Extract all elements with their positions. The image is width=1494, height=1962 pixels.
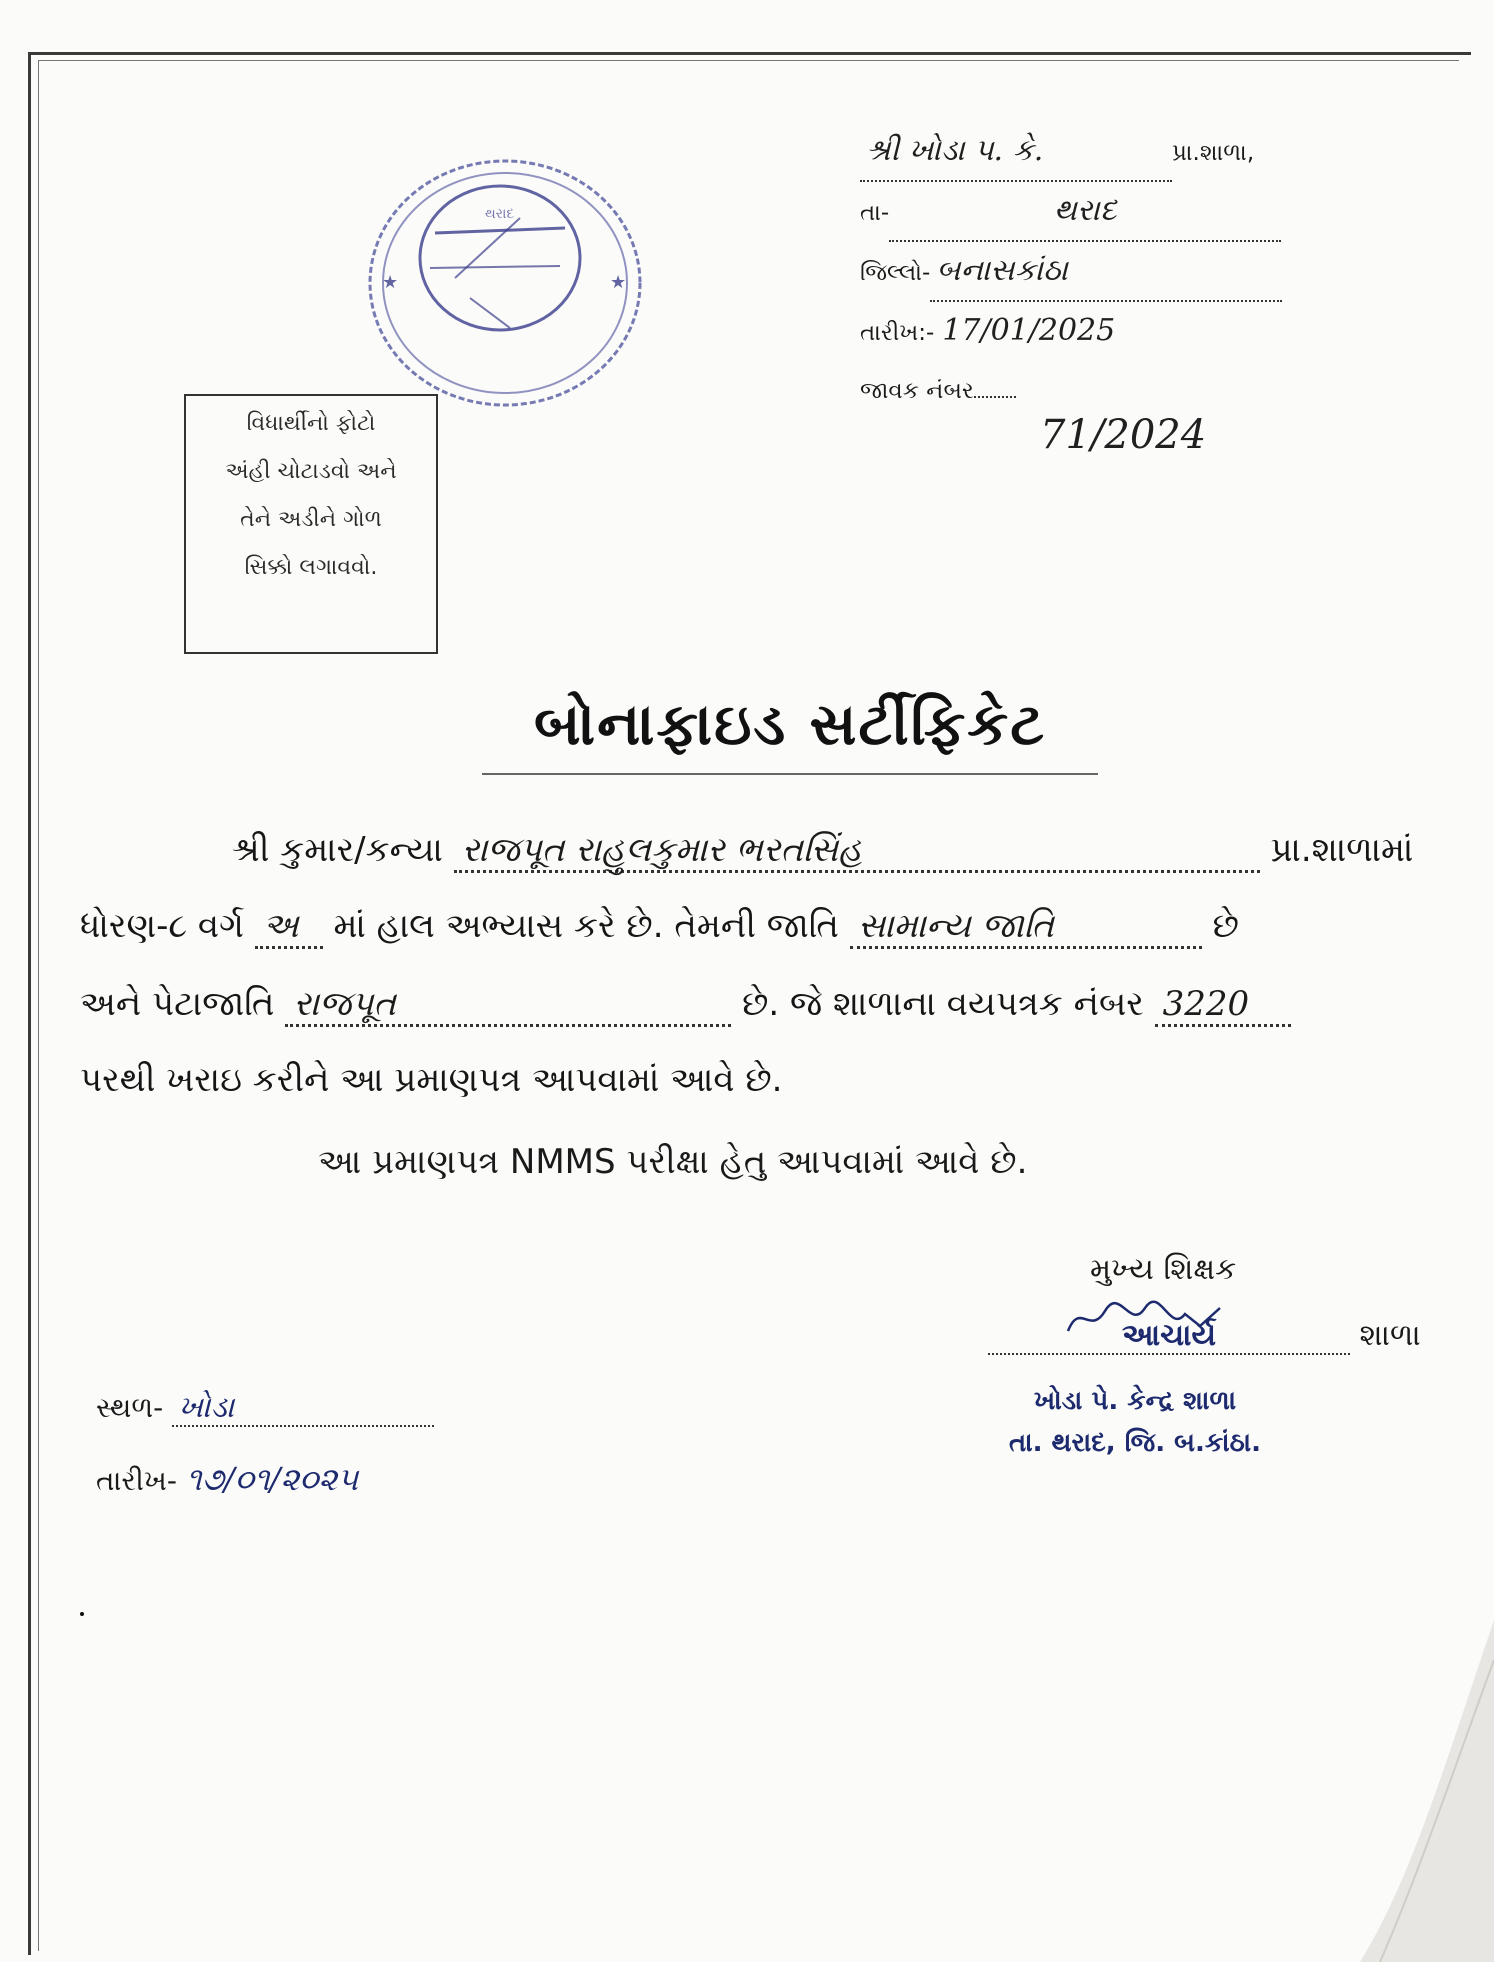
- place-row: [96, 1390, 434, 1427]
- photo-box-line-3: તેને અડીને ગોળ: [240, 507, 382, 532]
- inward-dots: [974, 396, 1016, 398]
- school-type-suffix: પ્રા.શાળામાં: [1270, 830, 1414, 870]
- title-underline: [482, 773, 1098, 775]
- taluka-value: થરાદ: [889, 182, 1281, 242]
- school-stamp: [980, 1380, 1290, 1464]
- caste-suffix: છે: [1212, 906, 1239, 946]
- svg-text:★: ★: [610, 272, 627, 293]
- school-name-value: શ્રી ખોડા પ. કે.: [860, 122, 1172, 182]
- register-label: છે. જે શાળાના વયપત્રક નંબર: [742, 984, 1144, 1024]
- inward-value: 71/2024: [1040, 412, 1207, 458]
- photo-box-line-1: વિધાર્થીનો ફોટો: [246, 411, 376, 436]
- headmaster-title: મુખ્ય શિક્ષક: [1090, 1252, 1237, 1287]
- body-line-4: પરથી ખરાઇ કરીને આ પ્રમાણપત્ર આપવામાં આવે છે.: [80, 1060, 783, 1100]
- header-date-value: 17/01/2025: [942, 313, 1116, 348]
- school-name-suffix: પ્રા.શાળા,: [1172, 140, 1255, 166]
- taluka-label: તા-: [860, 200, 890, 226]
- place-label: સ્થળ-: [96, 1391, 164, 1424]
- school-suffix: શાળા: [1359, 1318, 1421, 1353]
- purpose-statement: આ પ્રમાણપત્ર NMMS પરીક્ષા હેતુ આપવામાં આવે છે.: [318, 1142, 1028, 1182]
- footer-date-value: ૧૭/૦૧/૨૦૨૫: [185, 1460, 359, 1498]
- school-header-block: [860, 122, 1420, 464]
- photo-placeholder-box: [184, 394, 438, 654]
- stray-dot: [80, 1612, 84, 1616]
- district-value: બનાસકાંઠા: [930, 242, 1282, 302]
- body-line-2: [80, 906, 1480, 949]
- headmaster-school-line: [988, 1318, 1421, 1355]
- register-number-value: 3220: [1155, 984, 1291, 1027]
- photo-box-line-2: અંહી ચોટાડવો અને: [225, 459, 397, 484]
- body-line-1: [232, 830, 1494, 873]
- date-row: [860, 302, 1420, 362]
- svg-text:★: ★: [382, 272, 399, 293]
- class-division-value: અ: [255, 906, 323, 949]
- student-label: શ્રી કુમાર/કન્યા: [232, 830, 443, 870]
- footer-date-label: તારીખ-: [96, 1464, 178, 1497]
- subcaste-label: અને પેટાજાતિ: [80, 984, 275, 1024]
- caste-value: સામાન્ય જાતિ: [850, 906, 1202, 949]
- class-label: ધોરણ-૮ વર્ગ: [80, 906, 244, 946]
- paper-fold-shadow: [1320, 1620, 1494, 1962]
- caste-label: માં હાલ અભ્યાસ કરે છે. તેમની જાતિ: [333, 906, 839, 946]
- svg-text:થરાદ: થરાદ: [485, 206, 515, 222]
- header-date-label: તારીખ:-: [860, 320, 935, 346]
- district-label: જિલ્લો-: [860, 260, 931, 286]
- school-seal-icon: [360, 148, 650, 418]
- place-value: ખોડા: [172, 1390, 434, 1427]
- footer-date-row: [96, 1460, 358, 1499]
- school-name-row: [860, 122, 1420, 182]
- subcaste-value: રાજપૂત: [285, 984, 731, 1027]
- taluka-row: [860, 182, 1420, 242]
- stamp-line-1: ખોડા પે. કેન્દ્ર શાળા: [1033, 1386, 1237, 1416]
- certificate-title: બોનાફાઇડ સર્ટીફિકેટ: [534, 690, 1046, 758]
- student-name-value: રાજપૂત રાહુલકુમાર ભરતસિંહ: [454, 830, 1260, 873]
- inward-label: જાવક નંબર: [860, 378, 974, 404]
- stamp-line-2: તા. થરાદ, જિ. બ.કાંઠા.: [1008, 1428, 1261, 1458]
- stamp-role-text: આચાર્ય: [988, 1318, 1350, 1355]
- photo-box-line-4: સિક્કો લગાવવો.: [244, 555, 378, 580]
- body-line-3: [80, 984, 1480, 1027]
- district-row: [860, 242, 1420, 302]
